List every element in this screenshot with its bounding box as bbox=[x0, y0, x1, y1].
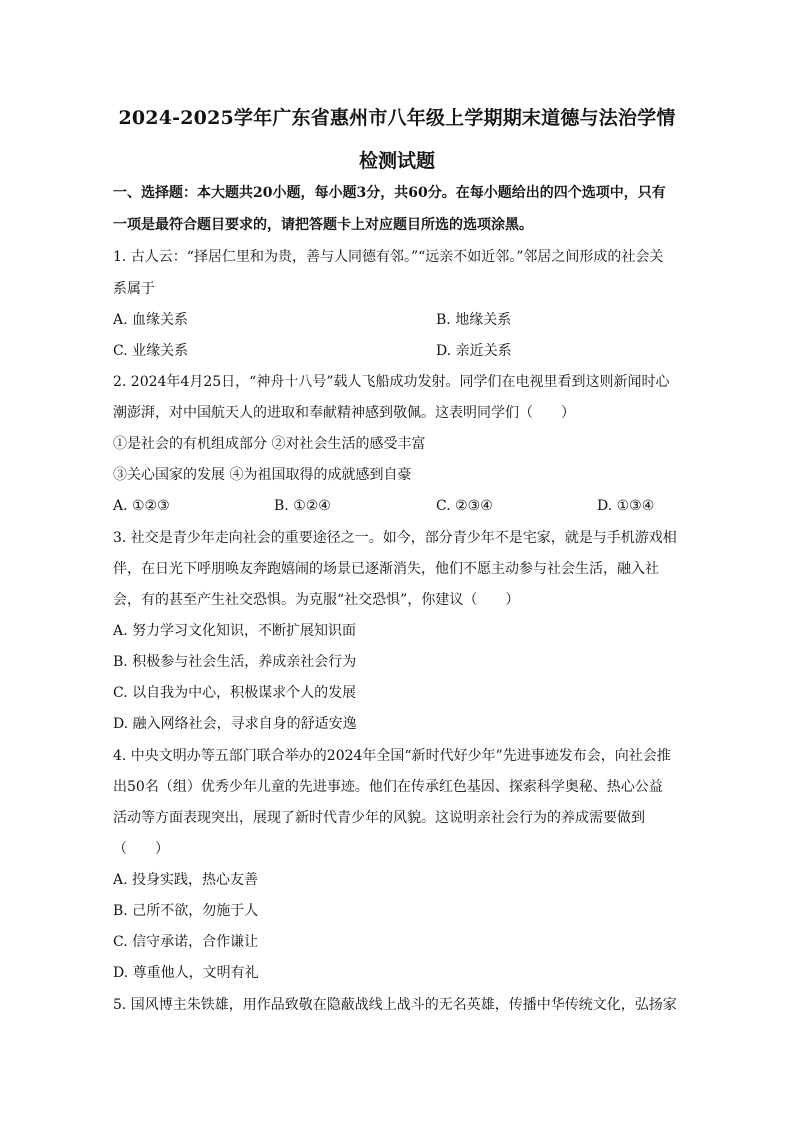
option-3c: C. 以自我为中心，积极谋求个人的发展 bbox=[113, 685, 357, 701]
question-1-text: 1. 古人云：“择居仁里和为贵，善与人同德有邻。”“远亲不如近邻。”邻居之间形成的社会关 bbox=[113, 249, 664, 265]
option-2b: B. ①②④ bbox=[274, 498, 331, 514]
option-3d: D. 融入网络社会，寻求自身的舒适安逸 bbox=[113, 716, 357, 732]
document-title-line2: 检测试题 bbox=[358, 150, 435, 172]
option-2c: C. ②③④ bbox=[436, 498, 493, 514]
section-instructions-2: 一项是最符合题目要求的，请把答题卡上对应题目所选的选项涂黑。 bbox=[113, 217, 533, 233]
section-instructions: 一、选择题：本大题共20小题，每小题3分，共60分。在每小题给出的四个选项中，只有 bbox=[113, 185, 666, 201]
option-4d: D. 尊重他人，文明有礼 bbox=[113, 965, 259, 981]
option-1b: B. 地缘关系 bbox=[436, 312, 512, 328]
question-3-text-3: 会，有的甚至产生社交恐惧。为克服“社交恐惧”，你建议（ ） bbox=[113, 592, 520, 608]
question-3-text-2: 伴，在日光下呼朋唤友奔跑嬉闹的场景已逐渐消失，他们不愿主动参与社会生活，融入社 bbox=[113, 561, 659, 577]
option-1a: A. 血缘关系 bbox=[113, 312, 189, 328]
question-3-text: 3. 社交是青少年走向社会的重要途径之一。如今，部分青少年不是宅家，就是与手机游戏相 bbox=[113, 530, 677, 546]
question-1-text-2: 系属于 bbox=[113, 281, 155, 297]
question-2-statements-1: ①是社会的有机组成部分 ②对社会生活的感受丰富 bbox=[113, 436, 426, 452]
option-3a: A. 努力学习文化知识，不断扩展知识面 bbox=[113, 623, 357, 639]
question-4-text: 4. 中央文明办等五部门联合举办的2024年全国“新时代好少年”先进事迹发布会，向社会推 bbox=[113, 748, 671, 764]
option-4a: A. 投身实践，热心友善 bbox=[113, 872, 259, 888]
option-2d: D. ①③④ bbox=[597, 498, 655, 514]
option-4c: C. 信守承诺，合作谦让 bbox=[113, 934, 259, 950]
question-5-text: 5. 国风博主朱铁雄，用作品致敬在隐蔽战线上战斗的无名英雄，传播中华传统文化，弘扬家 bbox=[113, 997, 677, 1013]
option-4b: B. 己所不欲，勿施于人 bbox=[113, 903, 259, 919]
option-1c: C. 业缘关系 bbox=[113, 343, 189, 359]
question-2-statements-2: ③关心国家的发展 ④为祖国取得的成就感到自豪 bbox=[113, 467, 412, 483]
option-1d: D. 亲近关系 bbox=[436, 343, 512, 359]
question-4-text-2: 出50名（组）优秀少年儿童的先进事迹。他们在传承红色基因、探索科学奥秘、热心公益 bbox=[113, 779, 663, 795]
question-4-text-3: 活动等方面表现突出，展现了新时代青少年的风貌。这说明亲社会行为的养成需要做到 bbox=[113, 810, 645, 826]
document-title: 2024-2025学年广东省惠州市八年级上学期期末道德与法治学情 bbox=[118, 107, 676, 129]
question-2-text: 2. 2024年4月25日，“神舟十八号”载人飞船成功发射。同学们在电视里看到这则新闻时心 bbox=[113, 374, 670, 390]
option-2a: A. ①②③ bbox=[113, 498, 170, 514]
question-2-text-2: 潮澎湃，对中国航天人的进取和奉献精神感到敬佩。这表明同学们（ ） bbox=[113, 405, 575, 421]
option-3b: B. 积极参与社会生活，养成亲社会行为 bbox=[113, 654, 357, 670]
question-4-text-4: （ ） bbox=[113, 841, 169, 857]
